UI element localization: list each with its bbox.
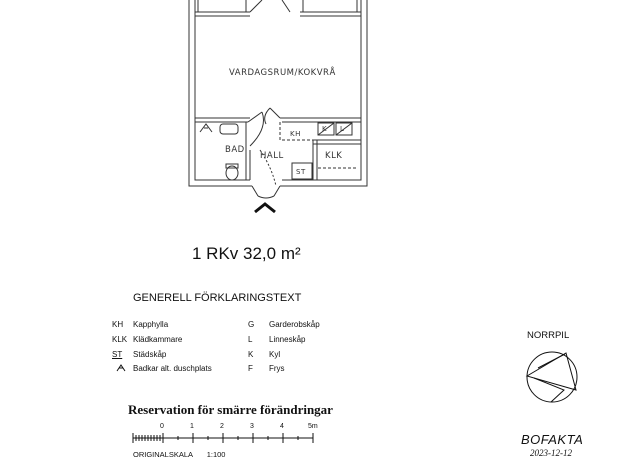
legend-code: G — [248, 320, 255, 329]
legend-code: F — [248, 364, 253, 373]
scale-tick-label: 0 — [160, 423, 164, 430]
top-door-swing — [250, 0, 290, 12]
outer-wall-right — [280, 0, 367, 186]
room-label-kh: KH — [290, 130, 301, 138]
reservation-note: Reservation för smärre förändringar — [128, 402, 333, 417]
shower-icon — [200, 124, 212, 132]
partition-wall — [195, 118, 361, 122]
legend-text: Garderobskåp — [269, 320, 320, 329]
north-arrow-icon — [527, 352, 577, 402]
legend-code: ST — [112, 350, 123, 359]
legend-code: L — [248, 335, 253, 344]
room-label-l: L — [340, 125, 345, 133]
scale-caption — [133, 450, 225, 459]
scale-value: 1:100 — [206, 450, 226, 459]
scale-tick-label: 3 — [250, 423, 254, 430]
legend-code: K — [248, 350, 254, 359]
scale-tick-label: 4 — [280, 423, 284, 430]
legend-text: Linneskåp — [269, 335, 306, 344]
top-window-frame — [198, 0, 357, 12]
legend-text: Städskåp — [133, 350, 167, 359]
brand-name: BOFAKTA — [521, 432, 584, 447]
bath-wall — [246, 122, 250, 180]
room-label-klk: KLK — [325, 151, 343, 161]
legend-title: GENERELL FÖRKLARINGSTEXT — [133, 292, 302, 304]
scale-label: ORIGINALSKALA — [133, 450, 193, 459]
legend-text: Kapphylla — [133, 320, 169, 329]
shower-legend-icon — [117, 365, 125, 371]
scale-tick-label: 1 — [190, 423, 194, 430]
room-label-st: ST — [296, 168, 306, 176]
scale-tick-label: 5m — [308, 423, 318, 430]
entrance-arrow-icon — [255, 204, 275, 212]
scale-bar — [133, 433, 313, 443]
legend-text: Klädkammare — [133, 335, 183, 344]
legend-code: KLK — [112, 335, 128, 344]
outer-wall — [189, 0, 252, 186]
sink — [220, 124, 238, 134]
scale-tick-label: 2 — [220, 423, 224, 430]
top-window — [195, 12, 361, 16]
plan-date: 2023-12-12 — [530, 448, 572, 458]
legend-text: Badkar alt. duschplats — [133, 364, 212, 373]
legend-code: KH — [112, 320, 124, 329]
bath-door — [248, 112, 264, 146]
legend-icons — [117, 365, 125, 371]
room-label-k: K — [322, 125, 328, 133]
room-label-living: VARDAGSRUM/KOKVRÅ — [229, 68, 336, 78]
legend-text: Frys — [269, 364, 285, 373]
outer-wall-right-inner — [282, 0, 361, 180]
room-label-bath: BAD — [225, 145, 245, 155]
legend-text: Kyl — [269, 350, 281, 359]
entrance-door — [252, 186, 280, 198]
apartment-area: 1 RKv 32,0 m² — [192, 244, 301, 263]
north-label: NORRPIL — [527, 330, 570, 341]
living-door — [265, 108, 280, 124]
room-label-hall: HALL — [260, 151, 284, 161]
